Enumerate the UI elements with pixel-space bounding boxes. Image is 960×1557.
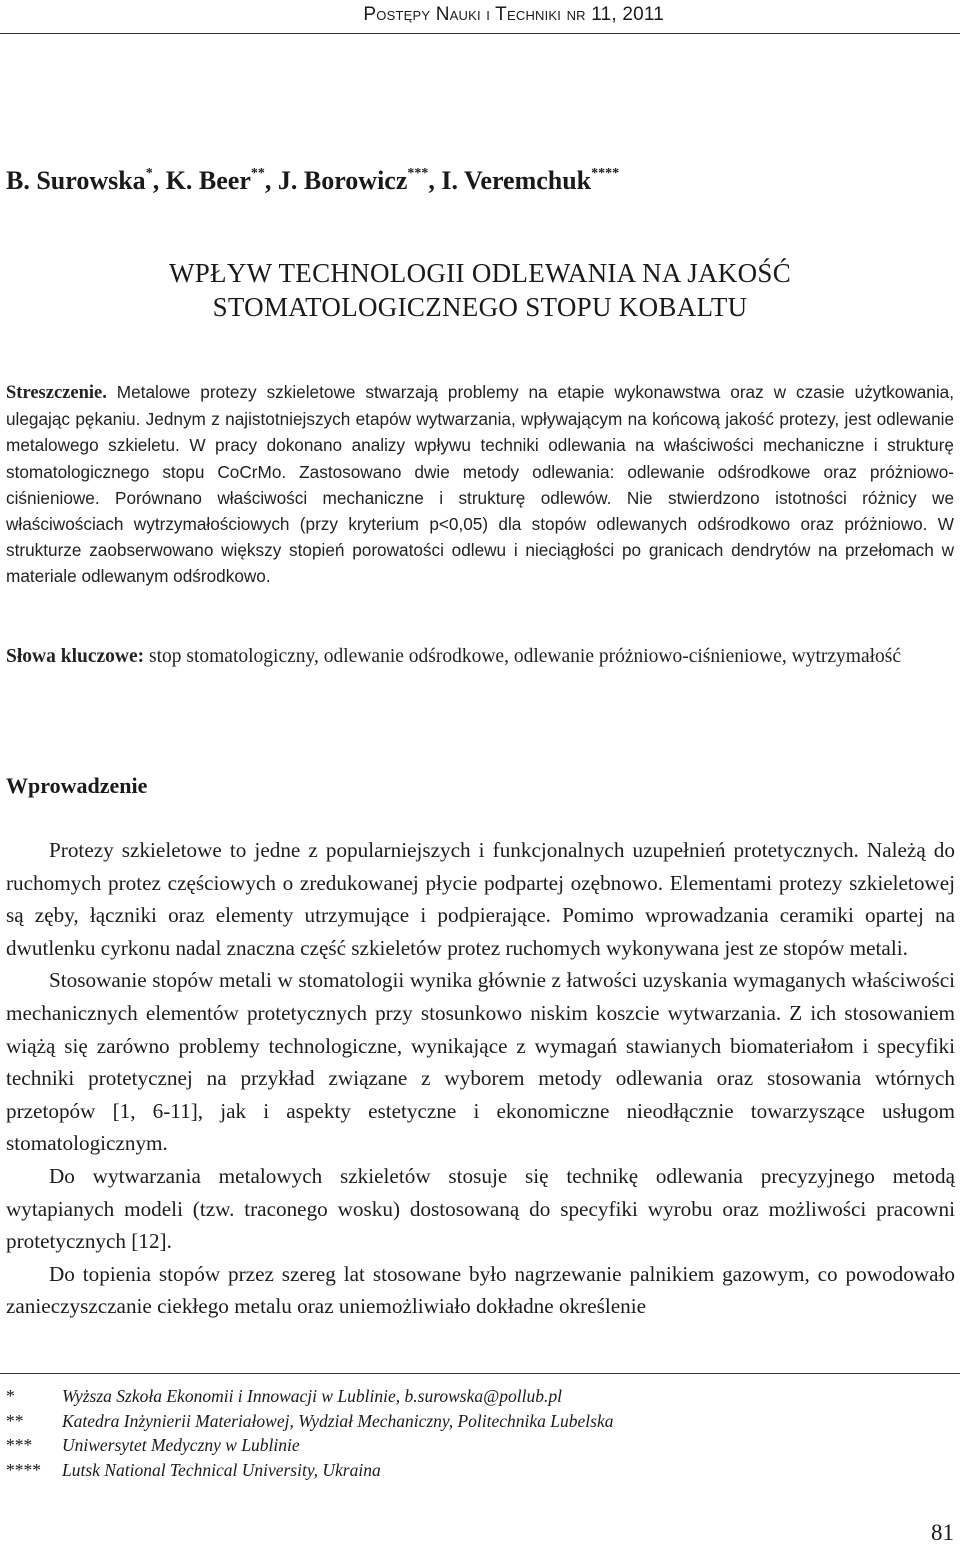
authors-line	[6, 166, 619, 196]
footnote	[6, 1458, 946, 1483]
paragraph: Protezy szkieletowe to jedne z popularniejszych i funkcjonalnych uzupełnień protetycznych. Należą do ruchomych protez częściowych o zredukowanej płycie podpartej ozębnowo. Elementami protezy szkieletowej są zęby, łączniki oraz elementy utrzymujące i podpierające. Pomimo wprowadzania ceramiki opartej na dwutlenku cyrkonu nadal znaczna część szkieletów protez ruchomych wykonywana jest ze stopów metali.	[6, 838, 955, 960]
paragraph: Do topienia stopów przez szereg lat stosowane było nagrzewanie palnikiem gazowym, co powodowało zanieczyszczanie ciekłego metalu oraz uniemożliwiało dokładne określenie	[6, 1261, 955, 1319]
author-mark: ***	[407, 166, 429, 181]
footnote-mark: **	[6, 1410, 24, 1431]
footnote-text: Uniwersytet Medyczny w Lublinie	[62, 1435, 300, 1455]
footnote	[6, 1409, 946, 1434]
section-heading: Wprowadzenie	[6, 773, 148, 798]
footnote-mark: *	[6, 1386, 15, 1406]
page-number: 81	[931, 1520, 954, 1545]
author-separator: ,	[152, 166, 166, 195]
author-mark: **	[250, 166, 265, 181]
footnote-text: Lutsk National Technical University, Ukraina	[62, 1459, 381, 1480]
running-head: Postępy Nauki i Techniki nr 11, 2011	[363, 4, 664, 25]
abstract-label: Streszczenie.	[6, 383, 107, 403]
title-line: WPŁYW TECHNOLOGII ODLEWANIA NA JAKOŚĆ	[168, 258, 792, 288]
keywords	[6, 643, 954, 671]
footnote-text: Wyższa Szkoła Ekonomii i Innowacji w Lublinie, b.surowska@pollub.pl	[62, 1386, 562, 1406]
footnote-rule	[0, 1373, 960, 1374]
footnote	[6, 1433, 946, 1458]
body-text	[6, 834, 955, 1323]
abstract-text: Metalowe protezy szkieletowe stwarzają problemy na etapie wykonawstwa oraz w czasie użytkowania, ulegając pękaniu. Jednym z najistotniejszych etapów wytwarzania, wpływającym na końcową jakość protezy, jest odlewanie metalowego szkieletu. W pracy dokonano analizy wpływu techniki odlewania na właściwości mechaniczne i strukturę stomatologicznego stopu CoCrMo. Zastosowano dwie metody odlewania: odlewanie odśrodkowe oraz próżniowo-ciśnieniowe. Porównano właściwości mechaniczne i strukturę odlewów. Nie stwierdzono istotności różnicy we właściwościach wytrzymałościowych (przy kryterium p<0,05) dla stopów odlewanych odśrodkowo oraz próżniowo. W strukturze zaobserwowano większy stopień porowatości odlewu i nieciągłości po granicach dendrytów na przełomach w materiale odlewanym odśrodkowo.	[6, 382, 954, 587]
paragraph: Do wytwarzania metalowych szkieletów stosuje się technikę odlewania precyzyjnego metodą wytapianych modeli (tzw. traconego wosku) dostosowaną do specyfiki wyrobu oraz możliwości pracowni protetycznych [12].	[6, 1163, 955, 1254]
author-name: I. Veremchuk	[441, 166, 592, 195]
footnote-text: Katedra Inżynierii Materiałowej, Wydział Mechaniczny, Politechnika Lubelska	[62, 1410, 614, 1431]
author-separator: ,	[428, 166, 442, 195]
author-name: K. Beer	[165, 166, 251, 195]
title-line: STOMATOLOGICZNEGO STOPU KOBALTU	[212, 292, 748, 322]
author-name: B. Surowska	[6, 166, 146, 195]
footnotes	[6, 1384, 946, 1482]
header-rule	[0, 33, 960, 34]
author-mark: ****	[591, 166, 620, 181]
footnote	[6, 1384, 946, 1409]
keywords-text: stop stomatologiczny, odlewanie odśrodkowe, odlewanie próżniowo-ciśnieniowe, wytrzymałość	[144, 646, 902, 667]
author-mark: *	[145, 166, 153, 181]
footnote-mark: ****	[6, 1459, 41, 1480]
keywords-label: Słowa kluczowe:	[6, 646, 145, 667]
abstract	[6, 379, 954, 590]
author-separator: ,	[264, 166, 278, 195]
author-name: J. Borowicz	[277, 166, 408, 195]
footnote-mark: ***	[6, 1435, 33, 1455]
paragraph: Stosowanie stopów metali w stomatologii wynika głównie z łatwości uzyskania wymaganych właściwości mechanicznych elementów protetycznych przy stosunkowo niskim koszcie wytwarzania. Z ich stosowaniem wiążą się zarówno problemy technologiczne, wynikające z wymagań stawianych biomateriałom i specyfiki techniki protetycznej na przykład związane z wyborem metody odlewania oraz stosowania wtórnych przetopów [1, 6-11], jak i aspekty estetyczne i ekonomiczne nieodłącznie towarzyszące usługom stomatologicznym.	[6, 968, 955, 1156]
paper-title	[0, 256, 960, 324]
